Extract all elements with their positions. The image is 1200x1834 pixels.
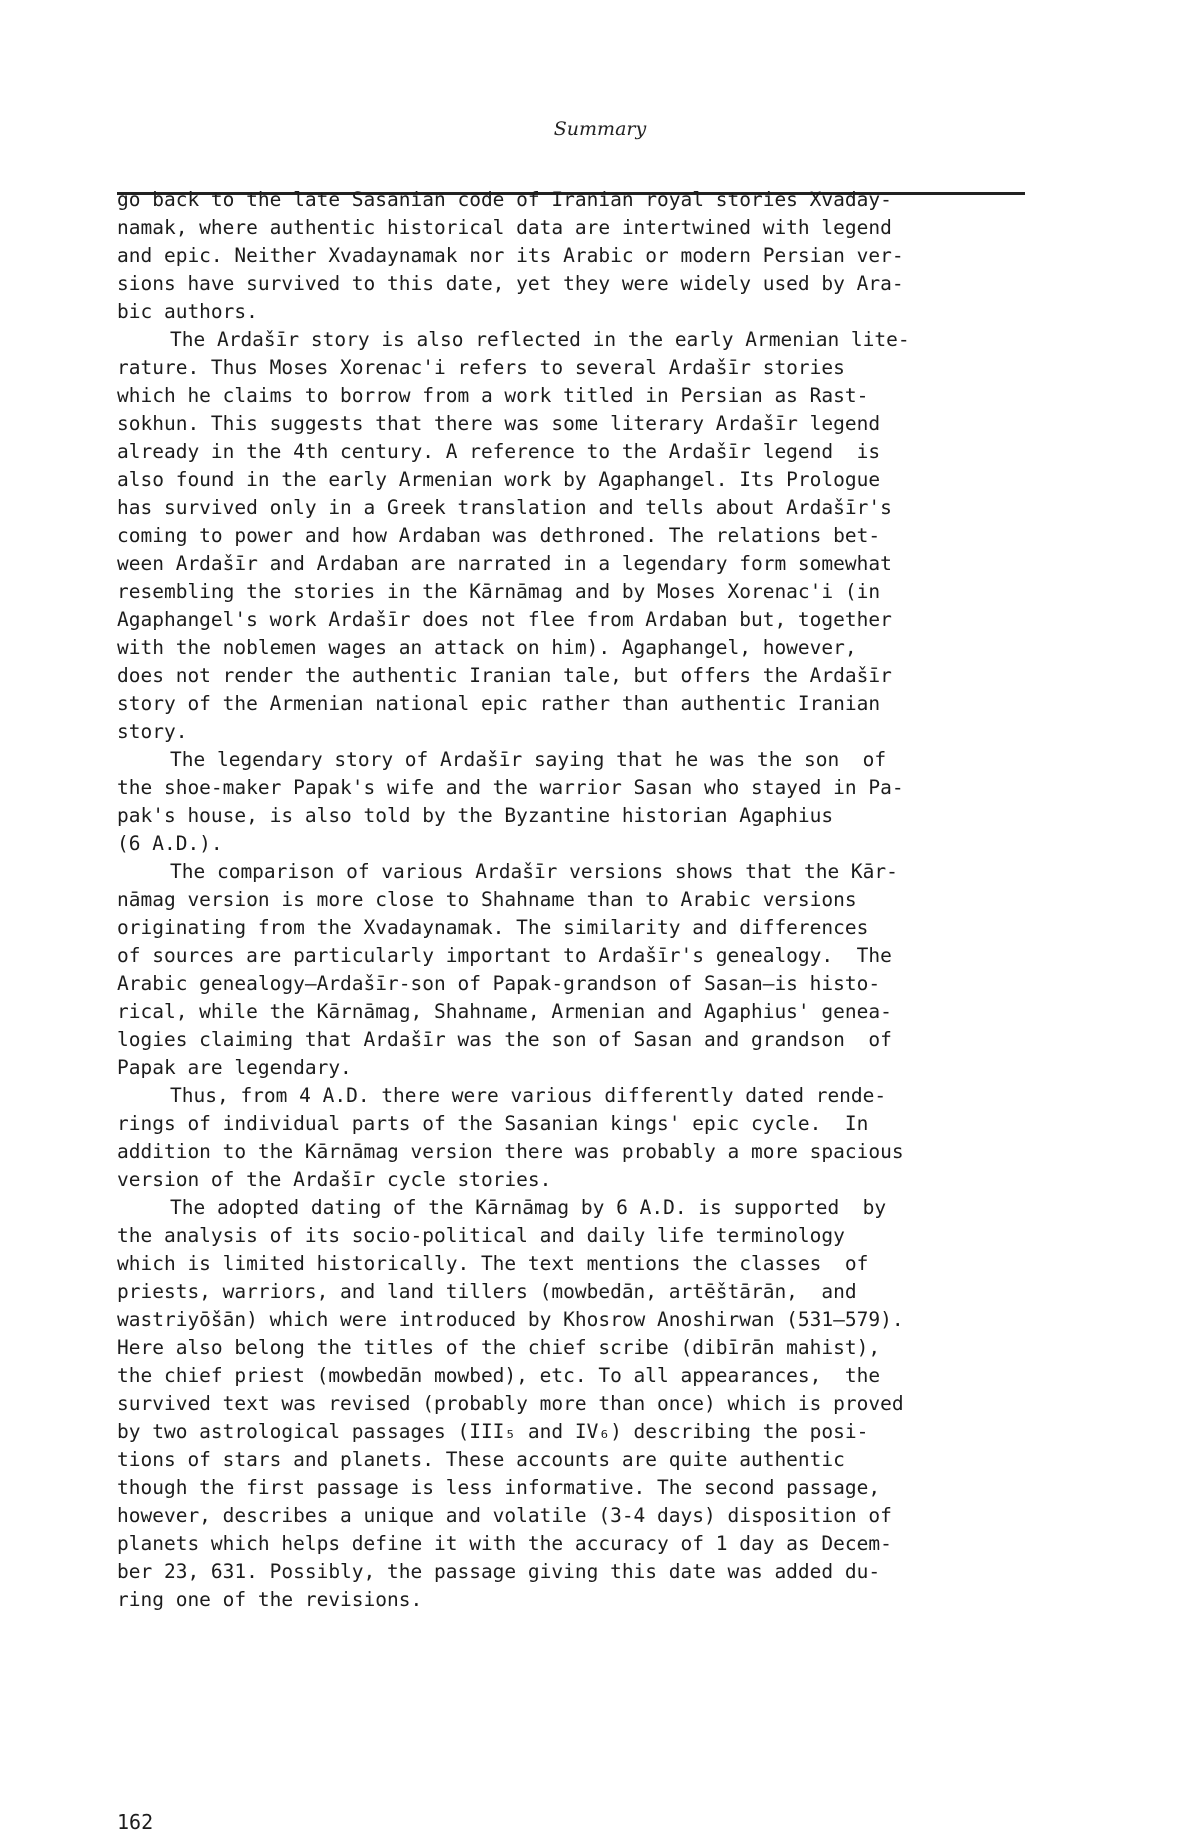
text-line: story of the Armenian national epic rather than authentic Iranian — [117, 692, 881, 715]
text-line: ring one of the revisions. — [117, 1588, 423, 1611]
text-line: also found in the early Armenian work by Agaphangel. Its Prologue — [117, 468, 881, 491]
paragraph — [117, 186, 1042, 326]
text-line: already in the 4th century. A reference to the Ardašīr legend is — [117, 440, 881, 463]
text-line: which is limited historically. The text mentions the classes of — [117, 1252, 869, 1275]
text-line: the chief priest (mowbedān mowbed), etc. To all appearances, the — [117, 1364, 881, 1387]
text-line: though the first passage is less informative. The second passage, — [117, 1476, 881, 1499]
text-line: tions of stars and planets. These accounts are quite authentic — [117, 1448, 845, 1471]
text-line: Agaphangel's work Ardašīr does not flee from Ardaban but, together — [117, 608, 892, 631]
text-line: resembling the stories in the Kārnāmag and by Moses Xorenac'i (in — [117, 580, 881, 603]
paragraph — [117, 326, 1042, 746]
paragraph — [117, 858, 1042, 1082]
text-line: pak's house, is also told by the Byzantine historian Agaphius — [117, 804, 834, 827]
text-line: namak, where authentic historical data are intertwined with legend — [117, 216, 892, 239]
text-line: rature. Thus Moses Xorenac'i refers to several Ardašīr stories — [117, 356, 845, 379]
paragraph — [117, 746, 1042, 858]
text-line: has survived only in a Greek translation and tells about Ardašīr's — [117, 496, 892, 519]
text-line: wastriyōšān) which were introduced by Khosrow Anoshirwan (531–579). — [117, 1308, 904, 1331]
text-line: rical, while the Kārnāmag, Shahname, Armenian and Agaphius' genea- — [117, 1000, 892, 1023]
text-line: ween Ardašīr and Ardaban are narrated in a legendary form somewhat — [117, 552, 892, 575]
text-line: The Ardašīr story is also reflected in the early Armenian lite- — [170, 328, 910, 351]
paragraph — [117, 1082, 1042, 1194]
body-text — [117, 186, 1042, 1614]
text-line: Arabic genealogy—Ardašīr-son of Papak-grandson of Sasan—is histo- — [117, 972, 881, 995]
text-line: the shoe-maker Papak's wife and the warrior Sasan who stayed in Pa- — [117, 776, 904, 799]
page-number: 162 — [117, 1810, 154, 1834]
text-line: bic authors. — [117, 300, 258, 323]
text-line: sokhun. This suggests that there was some literary Ardašīr legend — [117, 412, 881, 435]
text-line: story. — [117, 720, 188, 743]
text-line: (6 A.D.). — [117, 832, 223, 855]
text-line: The legendary story of Ardašīr saying that he was the son of — [170, 748, 887, 771]
paragraph — [117, 1194, 1042, 1614]
text-line: by two astrological passages (III₅ and IV₆) describing the posi- — [117, 1420, 869, 1443]
text-line: however, describes a unique and volatile (3-4 days) disposition of — [117, 1504, 892, 1527]
text-line: nāmag version is more close to Shahname than to Arabic versions — [117, 888, 857, 911]
text-line: and epic. Neither Xvadaynamak nor its Arabic or modern Persian ver- — [117, 244, 904, 267]
text-line: the analysis of its socio-political and daily life terminology — [117, 1224, 845, 1247]
text-line: sions have survived to this date, yet they were widely used by Ara- — [117, 272, 904, 295]
text-line: go back to the late Sasanian code of Iranian royal stories Xvaday- — [117, 188, 892, 211]
text-line: logies claiming that Ardašīr was the son of Sasan and grandson of — [117, 1028, 892, 1051]
text-line: version of the Ardašīr cycle stories. — [117, 1168, 552, 1191]
text-line: Papak are legendary. — [117, 1056, 352, 1079]
text-line: Here also belong the titles of the chief scribe (dibīrān mahist), — [117, 1336, 881, 1359]
text-line: which he claims to borrow from a work titled in Persian as Rast- — [117, 384, 869, 407]
text-line: planets which helps define it with the accuracy of 1 day as Decem- — [117, 1532, 892, 1555]
running-head: Summary — [553, 118, 647, 140]
text-line: coming to power and how Ardaban was dethroned. The relations bet- — [117, 524, 881, 547]
text-line: does not render the authentic Iranian tale, but offers the Ardašīr — [117, 664, 892, 687]
text-line: The adopted dating of the Kārnāmag by 6 A.D. is supported by — [170, 1196, 887, 1219]
text-line: addition to the Kārnāmag version there was probably a more spacious — [117, 1140, 904, 1163]
text-line: ber 23, 631. Possibly, the passage giving this date was added du- — [117, 1560, 881, 1583]
text-line: The comparison of various Ardašīr versions shows that the Kār- — [170, 860, 898, 883]
text-line: with the noblemen wages an attack on him). Agaphangel, however, — [117, 636, 857, 659]
text-line: of sources are particularly important to Ardašīr's genealogy. The — [117, 944, 892, 967]
text-line: originating from the Xvadaynamak. The similarity and differences — [117, 916, 869, 939]
text-line: survived text was revised (probably more than once) which is proved — [117, 1392, 904, 1415]
text-line: rings of individual parts of the Sasanian kings' epic cycle. In — [117, 1112, 869, 1135]
text-line: Thus, from 4 A.D. there were various differently dated rende- — [170, 1084, 887, 1107]
text-line: priests, warriors, and land tillers (mowbedān, artēštārān, and — [117, 1280, 857, 1303]
